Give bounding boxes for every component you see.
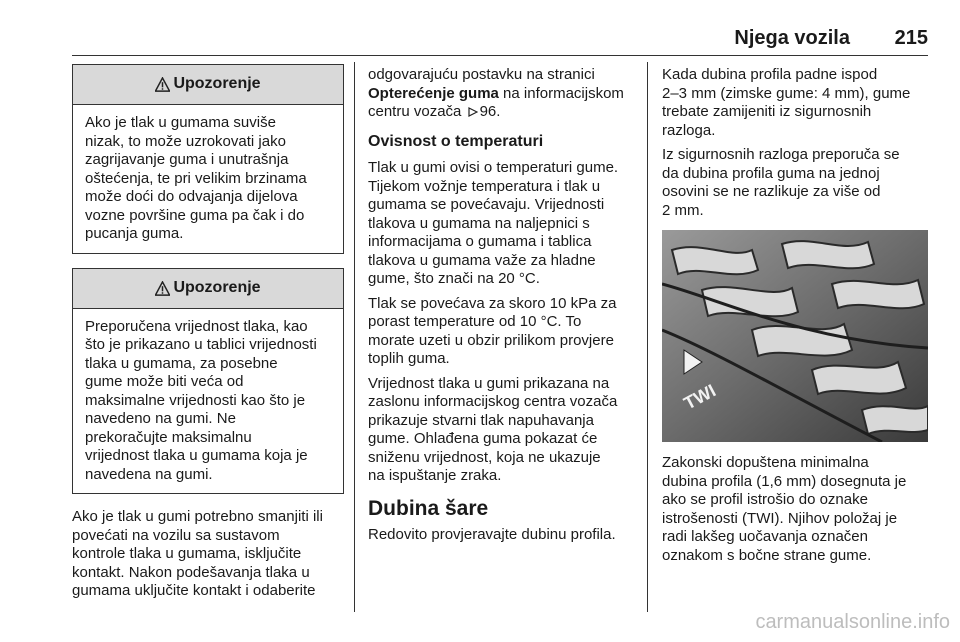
warning-heading-2: Upozorenje [173,278,261,296]
tyre-tread-illustration [662,230,928,442]
watermark: carmanualsonline.info [755,611,950,633]
tread-replace-paragraph: Kada dubina profila padne ispod 2–3 mm (zimske gume: 4 mm), gume trebate zamijeniti iz sigurnosnih razloga. [662,66,911,139]
page-number: 215 [894,27,928,49]
temperature-heading: Ovisnost o temperaturi [368,132,544,150]
temperature-paragraph-3: Vrijednost tlaka u gumi prikazana na zaslonu informacijskog centra vozača prikazuje stvarni tlak napuhavanja gume. Ohlađena guma pokazat će sniženu vrijednost, koja ne ukazuje na ispuštanje zraka. [368,374,618,484]
warning-triangle-icon [155,77,170,92]
section-title: Njega vozila [734,27,850,49]
tread-depth-heading: Dubina šare [368,496,489,520]
tpms-paragraph: Ako je tlak u gumi potrebno smanjiti ili povećati na vozilu sa sustavom kontrole tlaka u gumama, isključite kontakt. Nakon podešavanja tlaka u gumama uključite kontakt i odaberite [72,508,323,599]
page-header [72,27,928,51]
reference-arrow-icon [468,107,478,117]
column-divider-right [647,62,648,612]
tyre-load-link[interactable]: Opterećenje guma [368,84,499,102]
warning-box-1 [72,64,344,254]
tread-axle-paragraph: Iz sigurnosnih razloga preporuča se da dubina profila guma na jednoj osovini se ne razlikuje za više od 2 mm. [662,146,900,219]
temperature-paragraph-1: Tlak u gumi ovisi o temperaturi gume. Tijekom vožnje temperatura i tlak u gumama se povećavaju. Vrijednosti tlakova u gumama na naljepnici s informacijama o gumama i tablica tlakova u gumama važe za hladne gume, što znači na 20 °C. [368,159,619,287]
warning-triangle-icon [155,281,170,296]
warning-header-1 [73,65,343,105]
twi-label: TWI [680,380,720,414]
column-1 [72,64,344,607]
temperature-paragraph-2: Tlak se povećava za skoro 10 kPa za porast temperature od 10 °C. To morate uzeti u obzir prilikom provjere toplih guma. [368,294,617,367]
continued-text-after: na informacijskom centru vozača [368,84,624,120]
continued-paragraph [368,66,634,122]
column-2 [368,66,634,551]
header-rule [72,55,928,56]
warning-box-2 [72,268,344,495]
continued-text: odgovarajuću postavku na stranici [368,66,595,83]
warning-body-2: Preporučena vrijednost tlaka, kao što je prikazano u tablici vrijednosti tlaka u gumama, za posebne gume može biti veća od maksimalne vrijednosti kao što je navedeno na gumi. Ne prekoračujte maksimalnu vrijednost tlaka u gumama koja je navedena na gumi. [85,317,317,483]
warning-body-1: Ako je tlak u gumama suviše nizak, to može uzrokovati jako zagrijavanje guma i unutrašnja oštećenja, te pri velikim brzinama može doći do odvajanja dijelova vozne površine guma pa čak i do pucanja guma. [85,114,307,242]
warning-heading-1: Upozorenje [173,75,261,93]
twi-paragraph: Zakonski dopuštena minimalna dubina profila (1,6 mm) dosegnuta je ako se profil istrošio do oznake istrošenosti (TWI). Njihov položaj je radi lakšeg uočavanja označen oznakom s bočne strane gume. [662,454,907,564]
column-3 [662,66,928,571]
column-divider-left [354,62,355,612]
tread-depth-paragraph: Redovito provjeravajte dubinu profila. [368,526,616,543]
page-reference[interactable]: 96. [479,103,501,120]
warning-header-2 [73,269,343,309]
